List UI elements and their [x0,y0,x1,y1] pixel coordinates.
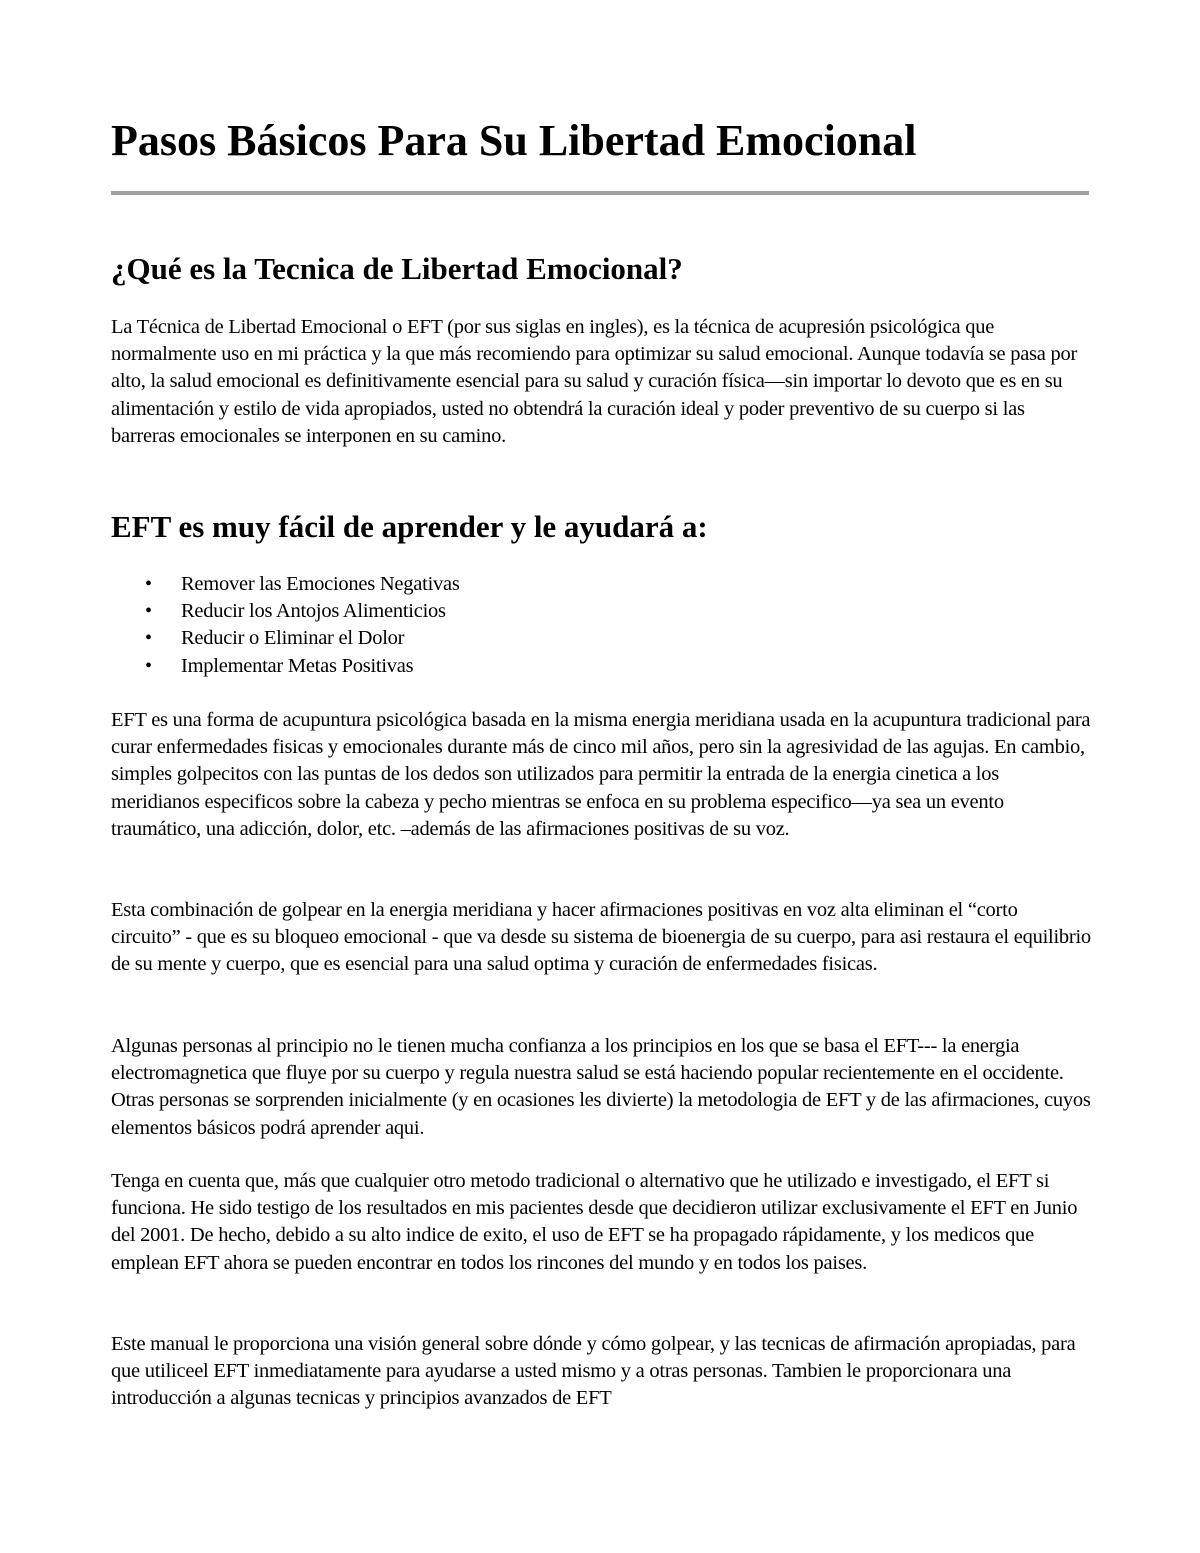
list-item [111,598,460,625]
list-item-text: Remover las Emociones Negativas [181,573,460,595]
document-title: Pasos Básicos Para Su Libertad Emocional [111,116,917,165]
body-paragraph-combination: Esta combinación de golpear en la energia meridiana y hacer afirmaciones positivas en voz alta eliminan el “corto circuito” - que es su bloqueo emocional - que va desde su sistema de bioenergia de su cuerpo, para asi restaura el equilibrio de su mente y cuerpo, que es esencial para una salud optima y curación de enfermedades fisicas. [111,899,1091,976]
section-heading-what-is-eft: ¿Qué es la Tecnica de Libertad Emocional? [111,251,683,286]
body-paragraph-acupuncture: EFT es una forma de acupuntura psicológica basada en la misma energia meridiana usada en la acupuntura tradicional para curar enfermedades fisicas y emocionales durante más de cinco mil años, pero sin la agresividad de las agujas. En cambio, simples golpecitos con las puntas de los dedos son utilizados para permitir la entrada de la energia cinetica a los meridianos especificos sobre la cabeza y pecho mientras se enfoca en su problema especifico—ya sea un evento traumático, una adicción, dolor, etc. –además de las afirmaciones positivas de su voz. [111,709,1091,840]
bullet-icon: • [145,627,152,650]
bullet-icon: • [145,573,152,595]
body-paragraph-skeptics: Algunas personas al principio no le tienen mucha confianza a los principios en los que se basa el EFT--- la energia electromagnetica que fluye por su cuerpo y regula nuestra salud se está haciendo popular recientemente en el occidente. Otras personas se sorprenden inicialmente (y en ocasiones les divierte) la metodologia de EFT y de las afirmaciones, cuyos elementos básicos podrá aprender aqui. [111,1035,1091,1139]
benefits-list [111,571,460,680]
intro-paragraph: La Técnica de Libertad Emocional o EFT (por sus siglas en ingles), es la técnica de acupresión psicológica que normalmente uso en mi práctica y la que más recomiendo para optimizar su salud emocional. Aunque todavía se pasa por alto, la salud emocional es definitivamente esencial para su salud y curación física—sin importar lo devoto que es en su alimentación y estilo de vida apropiados, usted no obtendrá la curación ideal y poder preventivo de su cuerpo si las barreras emocionales se interponen en su camino. [111,316,1078,447]
bullet-icon: • [145,600,152,623]
list-item-text: Reducir o Eliminar el Dolor [181,627,405,650]
title-divider [111,191,1089,195]
list-item-text: Reducir los Antojos Alimenticios [181,600,446,623]
bullet-icon: • [145,654,152,677]
list-item [111,625,460,652]
list-item [111,571,460,598]
list-item [111,653,460,680]
section-heading-benefits: EFT es muy fácil de aprender y le ayudará a: [111,509,708,544]
body-paragraph-manual: Este manual le proporciona una visión general sobre dónde y cómo golpear, y las tecnicas de afirmación apropiadas, para que utiliceel EFT inmediatamente para ayudarse a usted mismo y a otras personas. Tambien le proporcionara una introducción a algunas tecnicas y principios avanzados de EFT [111,1333,1076,1410]
body-paragraph-results: Tenga en cuenta que, más que cualquier otro metodo tradicional o alternativo que he utilizado e investigado, el EFT si funciona. He sido testigo de los resultados en mis pacientes desde que decidieron utilizar exclusivamente el EFT en Junio del 2001. De hecho, debido a su alto indice de exito, el uso de EFT se ha propagado rápidamente, y los medicos que emplean EFT ahora se pueden encontrar en todos los rincones del mundo y en todos los paises. [111,1170,1078,1274]
list-item-text: Implementar Metas Positivas [181,654,414,677]
